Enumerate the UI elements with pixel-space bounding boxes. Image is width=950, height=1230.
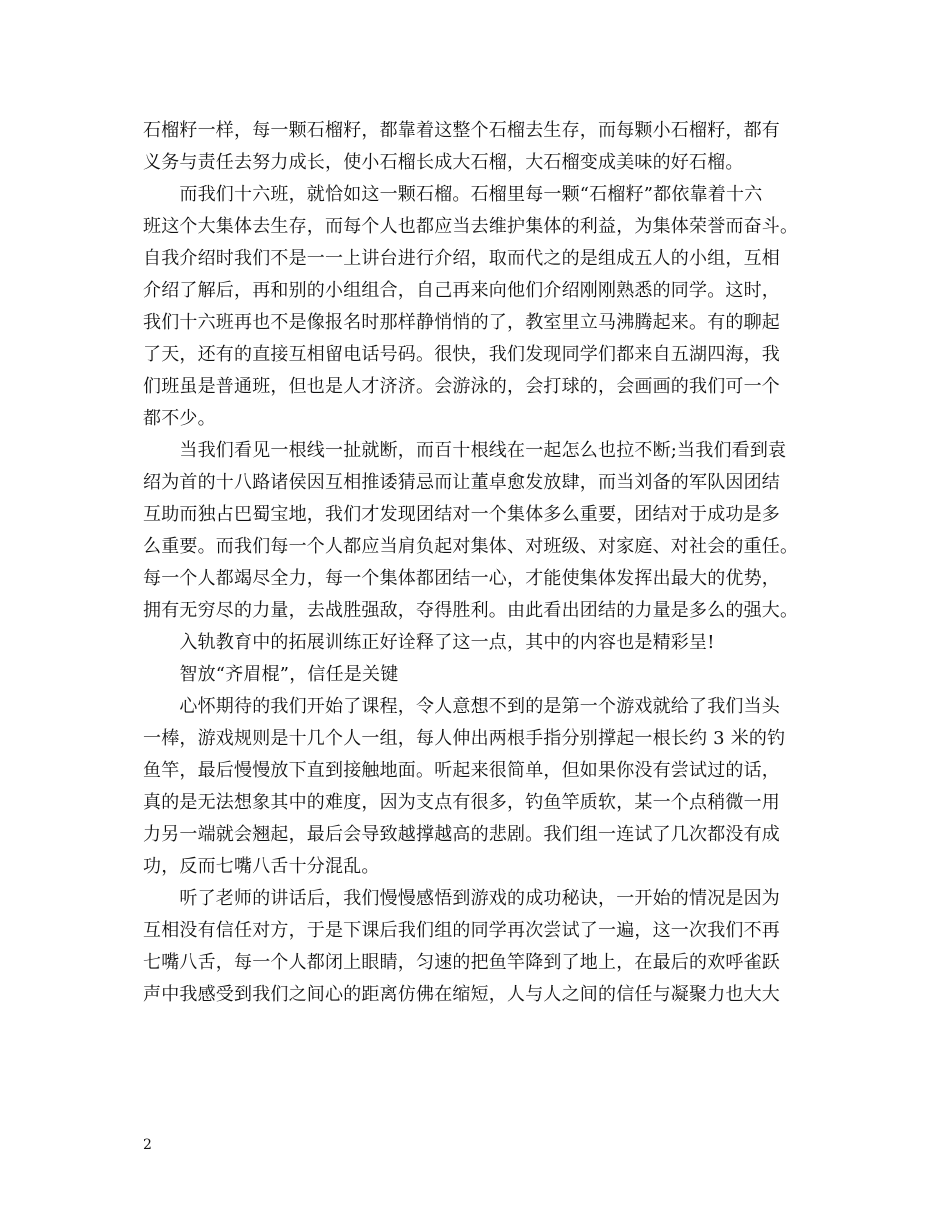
- text-line: 绍为首的十八路诸侯因互相推诿猜忌而让董卓愈发放肆，而当刘备的军队因团结: [143, 472, 780, 493]
- text-line: 了天，还有的直接互相留电话号码。很快，我们发现同学们都来自五湖四海，我: [143, 344, 780, 365]
- text-line: 义务与责任去努力成长，使小石榴长成大石榴，大石榴变成美味的好石榴。: [143, 152, 744, 173]
- text-line: 我们十六班再也不是像报名时那样静悄悄的了，教室里立马沸腾起来。有的聊起: [143, 312, 780, 333]
- text-line: 么重要。而我们每一个人都应当肩负起对集体、对班级、对家庭、对社会的重任。: [143, 536, 799, 557]
- text-line: 鱼竿，最后慢慢放下直到接触地面。听起来很简单，但如果你没有尝试过的话，: [143, 760, 780, 781]
- text-line: 入轨教育中的拓展训练正好诠释了这一点，其中的内容也是精彩呈!: [143, 632, 715, 653]
- text-line: 互相没有信任对方，于是下课后我们组的同学再次尝试了一遍，这一次我们不再: [143, 920, 780, 941]
- text-line: 拥有无穷尽的力量，去战胜强敌，夺得胜利。由此看出团结的力量是多么的强大。: [143, 600, 799, 621]
- text-line: 智放“齐眉棍”，信任是关键: [143, 664, 399, 685]
- text-line: 们班虽是普通班，但也是人才济济。会游泳的，会打球的，会画画的我们可一个: [143, 376, 780, 397]
- text-line: 每一个人都竭尽全力，每一个集体都团结一心，才能使集体发挥出最大的优势，: [143, 568, 780, 589]
- text-line: 而我们十六班，就恰如这一颗石榴。石榴里每一颗“石榴籽”都依靠着十六: [143, 184, 763, 205]
- text-line: 七嘴八舌，每一个人都闭上眼睛，匀速的把鱼竿降到了地上，在最后的欢呼雀跃: [143, 952, 780, 973]
- page-number: 2: [143, 1137, 152, 1153]
- text-line: 一棒，游戏规则是十几个人一组，每人伸出两根手指分别撑起一根长约 3 米的钓: [143, 728, 786, 749]
- text-line: 都不少。: [143, 408, 216, 429]
- text-line: 心怀期待的我们开始了课程，令人意想不到的是第一个游戏就给了我们当头: [143, 696, 780, 717]
- text-line: 班这个大集体去生存，而每个人也都应当去维护集体的利益，为集体荣誉而奋斗。: [143, 216, 799, 237]
- text-line: 当我们看见一根线一扯就断，而百十根线在一起怎么也拉不断;当我们看到袁: [143, 440, 787, 461]
- text-line: 声中我感受到我们之间心的距离仿佛在缩短，人与人之间的信任与凝聚力也大大: [143, 984, 780, 1005]
- text-line: 真的是无法想象其中的难度，因为支点有很多，钓鱼竿质软，某一个点稍微一用: [143, 792, 780, 813]
- text-line: 功，反而七嘴八舌十分混乱。: [143, 856, 380, 877]
- body-text: [143, 115, 813, 1011]
- text-line: 互助而独占巴蜀宝地，我们才发现团结对一个集体多么重要，团结对于成功是多: [143, 504, 780, 525]
- text-line: 石榴籽一样，每一颗石榴籽，都靠着这整个石榴去生存，而每颗小石榴籽，都有: [143, 120, 780, 141]
- text-line: 介绍了解后，再和别的小组组合，自己再来向他们介绍刚刚熟悉的同学。这时，: [143, 280, 780, 301]
- text-line: 力另一端就会翘起，最后会导致越撑越高的悲剧。我们组一连试了几次都没有成: [143, 824, 780, 845]
- text-line: 自我介绍时我们不是一一上讲台进行介绍，取而代之的是组成五人的小组，互相: [143, 248, 780, 269]
- text-line: 听了老师的讲话后，我们慢慢感悟到游戏的成功秘诀，一开始的情况是因为: [143, 888, 780, 909]
